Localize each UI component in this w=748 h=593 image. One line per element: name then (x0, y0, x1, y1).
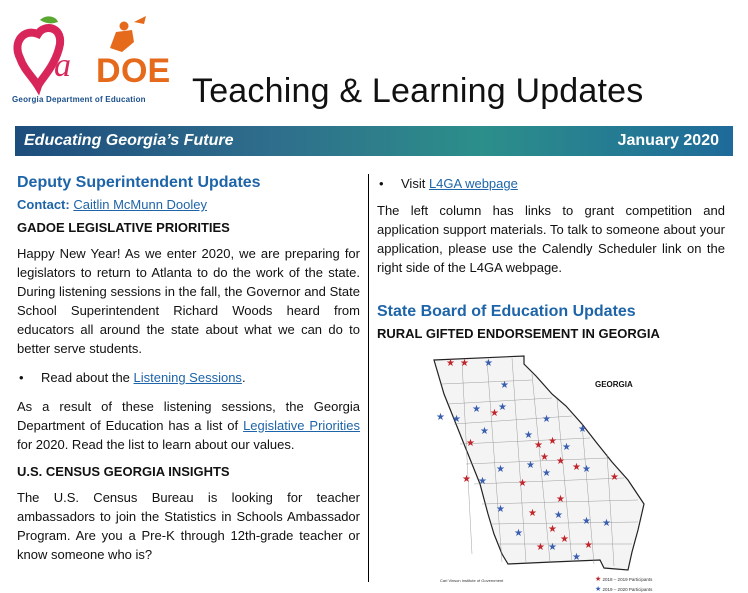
legislative-priorities-link[interactable]: Legislative Priorities (243, 418, 360, 433)
banner (15, 126, 733, 156)
bullet-suffix: . (241, 370, 246, 385)
svg-text:★: ★ (500, 380, 509, 391)
svg-text:★: ★ (572, 552, 581, 563)
svg-text:★: ★ (460, 358, 469, 369)
map-title: GEORGIA (595, 380, 633, 389)
svg-text:★: ★ (554, 510, 563, 521)
legislative-paragraph: Happy New Year! As we enter 2020, we are preparing for legislators to return to Atlanta to do the work of the state. During listening sessions in the fall, the Governor and State School Superintendent Richard Woods heard from educators all around the state about what we can do to better serve students. (17, 246, 360, 356)
svg-text:★: ★ (446, 358, 455, 369)
deputy-heading: Deputy Superintendent Updates (17, 174, 261, 191)
left-column (17, 174, 360, 574)
listening-bullet (17, 368, 360, 387)
svg-text:★: ★ (556, 456, 565, 467)
bullet-text: Read about the (41, 370, 134, 385)
svg-text:★: ★ (466, 438, 475, 449)
svg-text:★: ★ (556, 494, 565, 505)
svg-text:★: ★ (480, 426, 489, 437)
svg-text:★: ★ (540, 452, 549, 463)
svg-text:★: ★ (572, 462, 581, 473)
l4ga-link[interactable]: L4GA webpage (428, 176, 518, 191)
right-column (377, 174, 725, 593)
svg-text:★: ★ (436, 412, 445, 423)
svg-text:★: ★ (524, 430, 533, 441)
contact-line (17, 197, 360, 212)
svg-text:★: ★ (490, 408, 499, 419)
priorities-paragraph (17, 397, 360, 454)
svg-text:★: ★ (582, 464, 591, 475)
census-paragraph: The U.S. Census Bureau is looking for teacher ambassadors to join the Statistics in Schools Ambassador Program. Are you a Pre-K through 12th-grade teacher or know someone who is? (17, 490, 360, 562)
rural-gifted-heading: RURAL GIFTED ENDORSEMENT IN GEORGIA (377, 326, 660, 341)
georgia-map (432, 354, 672, 593)
map-caption: Carl Vinson Institute of Government (440, 578, 504, 583)
svg-text:★: ★ (478, 476, 487, 487)
svg-text:★: ★ (560, 534, 569, 545)
svg-text:a: a (54, 47, 71, 84)
legend-label-2018: 2018 – 2019 Participants (602, 577, 653, 582)
contact-link[interactable]: Caitlin McMunn Dooley (73, 197, 208, 212)
svg-text:★: ★ (496, 464, 505, 475)
svg-text:★: ★ (582, 516, 591, 527)
svg-text:D: D (96, 52, 121, 90)
state-board-heading: State Board of Education Updates (377, 303, 636, 320)
census-heading: U.S. CENSUS GEORGIA INSIGHTS (17, 464, 230, 479)
listening-sessions-link[interactable]: Listening Sessions (133, 370, 242, 385)
svg-text:★: ★ (472, 404, 481, 415)
legend-label-2019: 2019 – 2020 Participants (602, 587, 653, 592)
banner-tagline: Educating Georgia’s Future (24, 132, 234, 149)
svg-text:★: ★ (528, 508, 537, 519)
svg-text:★: ★ (496, 504, 505, 515)
svg-text:★: ★ (526, 460, 535, 471)
svg-text:★: ★ (514, 528, 523, 539)
svg-text:★: ★ (484, 358, 493, 369)
legend-item-2019: ★ 2019 – 2020 Participants (595, 586, 653, 593)
legislative-heading: GADOE LEGISLATIVE PRIORITIES (17, 220, 230, 235)
svg-text:★: ★ (518, 478, 527, 489)
svg-text:★: ★ (548, 542, 557, 553)
svg-text:★: ★ (578, 424, 587, 435)
priorities-text-end: for 2020. Read the list to learn about our values. (17, 437, 295, 452)
svg-text:★: ★ (498, 402, 507, 413)
l4ga-paragraph: The left column has links to grant competition and application support materials. To talk to someone about your application, please use the Calendly Scheduler link on the right side of the L4GA webpage. (377, 203, 725, 275)
svg-text:★: ★ (548, 524, 557, 535)
svg-text:★: ★ (462, 474, 471, 485)
svg-text:★: ★ (452, 414, 461, 425)
svg-text:★: ★ (548, 436, 557, 447)
column-divider (368, 174, 369, 582)
svg-text:★: ★ (536, 542, 545, 553)
contact-label: Contact: (17, 197, 70, 212)
banner-date: January 2020 (617, 132, 719, 149)
l4ga-bullet (377, 174, 725, 193)
svg-text:★: ★ (542, 414, 551, 425)
logo-subtitle: Georgia Department of Education (12, 95, 146, 104)
svg-text:OE: OE (121, 52, 171, 90)
svg-text:★: ★ (534, 440, 543, 451)
svg-text:★: ★ (610, 472, 619, 483)
svg-text:★: ★ (584, 540, 593, 551)
page-title: Teaching & Learning Updates (192, 72, 644, 110)
l4ga-bullet-text: Visit (401, 176, 429, 191)
svg-text:★: ★ (562, 442, 571, 453)
svg-text:★: ★ (602, 518, 611, 529)
priorities-text-start: As a result of these listening sessions, the Georgia Department of Education has a list of (17, 399, 360, 433)
svg-text:★: ★ (542, 468, 551, 479)
legend-item-2018: ★ 2018 – 2019 Participants (595, 576, 653, 583)
